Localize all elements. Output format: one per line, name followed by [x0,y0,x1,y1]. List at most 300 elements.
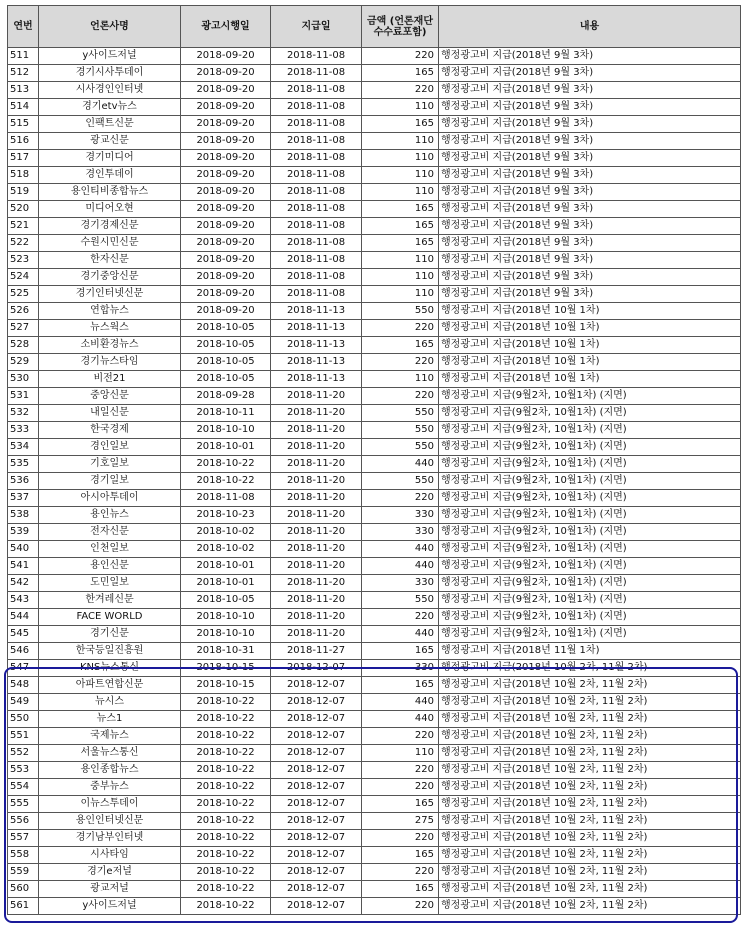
cell-amount: 220 [362,898,439,915]
cell-pay-date: 2018-11-08 [271,82,362,99]
cell-pay-date: 2018-11-20 [271,422,362,439]
cell-media-name: 한자신문 [39,252,181,269]
cell-amount: 330 [362,507,439,524]
cell-media-name: 경기일보 [39,473,181,490]
cell-media-name: 경인투데이 [39,167,181,184]
table-row [8,660,741,677]
cell-amount: 110 [362,150,439,167]
table-row [8,405,741,422]
table-row [8,116,741,133]
table-row [8,99,741,116]
cell-no: 556 [8,813,39,830]
cell-ad-date: 2018-10-22 [181,694,271,711]
cell-pay-date: 2018-11-20 [271,609,362,626]
table-row [8,48,741,65]
cell-ad-date: 2018-10-22 [181,847,271,864]
cell-description: 행정광고비 지급(2018년 10월 2차, 11월 2차) [439,745,741,762]
table-row [8,65,741,82]
cell-no: 530 [8,371,39,388]
cell-ad-date: 2018-09-20 [181,201,271,218]
cell-description: 행정광고비 지급(2018년 10월 1차) [439,371,741,388]
cell-pay-date: 2018-11-20 [271,473,362,490]
cell-description: 행정광고비 지급(2018년 10월 2차, 11월 2차) [439,864,741,881]
cell-media-name: FACE WORLD [39,609,181,626]
cell-no: 538 [8,507,39,524]
cell-pay-date: 2018-11-08 [271,48,362,65]
cell-ad-date: 2018-09-20 [181,133,271,150]
cell-amount: 330 [362,524,439,541]
cell-no: 559 [8,864,39,881]
cell-no: 511 [8,48,39,65]
cell-amount: 165 [362,796,439,813]
table-row [8,371,741,388]
cell-no: 527 [8,320,39,337]
table-row [8,524,741,541]
table-row [8,133,741,150]
cell-description: 행정광고비 지급(9월2차, 10월1차) (지면) [439,473,741,490]
cell-no: 545 [8,626,39,643]
cell-media-name: 서울뉴스통신 [39,745,181,762]
cell-amount: 165 [362,218,439,235]
cell-pay-date: 2018-11-13 [271,371,362,388]
cell-media-name: 기호일보 [39,456,181,473]
cell-pay-date: 2018-11-08 [271,269,362,286]
cell-description: 행정광고비 지급(2018년 10월 2차, 11월 2차) [439,711,741,728]
cell-amount: 220 [362,609,439,626]
cell-no: 555 [8,796,39,813]
cell-pay-date: 2018-11-08 [271,286,362,303]
cell-description: 행정광고비 지급(9월2차, 10월1차) (지면) [439,456,741,473]
cell-pay-date: 2018-11-13 [271,320,362,337]
header-amount: 금액 (언론재단 수수료포함) [362,6,439,48]
cell-no: 535 [8,456,39,473]
cell-amount: 165 [362,201,439,218]
cell-media-name: 뉴스웍스 [39,320,181,337]
cell-pay-date: 2018-11-20 [271,439,362,456]
cell-amount: 220 [362,48,439,65]
cell-media-name: 시사경인인터넷 [39,82,181,99]
cell-media-name: 한겨레신문 [39,592,181,609]
cell-amount: 165 [362,643,439,660]
cell-pay-date: 2018-11-08 [271,252,362,269]
cell-pay-date: 2018-12-07 [271,881,362,898]
cell-ad-date: 2018-11-08 [181,490,271,507]
cell-ad-date: 2018-10-31 [181,643,271,660]
cell-amount: 110 [362,133,439,150]
cell-ad-date: 2018-10-10 [181,422,271,439]
cell-no: 532 [8,405,39,422]
cell-description: 행정광고비 지급(2018년 9월 3차) [439,235,741,252]
cell-pay-date: 2018-12-07 [271,813,362,830]
cell-ad-date: 2018-10-05 [181,320,271,337]
cell-pay-date: 2018-11-20 [271,507,362,524]
cell-description: 행정광고비 지급(2018년 9월 3차) [439,99,741,116]
table-row [8,558,741,575]
cell-media-name: 미디어오현 [39,201,181,218]
cell-ad-date: 2018-10-22 [181,796,271,813]
cell-no: 546 [8,643,39,660]
cell-media-name: 경기etv뉴스 [39,99,181,116]
cell-pay-date: 2018-11-08 [271,133,362,150]
cell-ad-date: 2018-10-22 [181,813,271,830]
cell-pay-date: 2018-11-20 [271,405,362,422]
cell-no: 536 [8,473,39,490]
cell-amount: 220 [362,779,439,796]
cell-description: 행정광고비 지급(2018년 10월 1차) [439,320,741,337]
cell-no: 561 [8,898,39,915]
cell-no: 558 [8,847,39,864]
cell-description: 행정광고비 지급(2018년 10월 2차, 11월 2차) [439,796,741,813]
cell-amount: 440 [362,694,439,711]
cell-description: 행정광고비 지급(2018년 10월 2차, 11월 2차) [439,830,741,847]
cell-media-name: 전자신문 [39,524,181,541]
cell-pay-date: 2018-12-07 [271,677,362,694]
cell-pay-date: 2018-12-07 [271,762,362,779]
cell-pay-date: 2018-11-20 [271,456,362,473]
cell-amount: 165 [362,677,439,694]
cell-ad-date: 2018-09-20 [181,82,271,99]
cell-description: 행정광고비 지급(9월2차, 10월1차) (지면) [439,626,741,643]
cell-ad-date: 2018-10-05 [181,592,271,609]
cell-no: 547 [8,660,39,677]
table-row [8,592,741,609]
cell-media-name: y사이드저널 [39,898,181,915]
cell-pay-date: 2018-11-20 [271,558,362,575]
cell-media-name: 용인뉴스 [39,507,181,524]
cell-amount: 550 [362,592,439,609]
cell-description: 행정광고비 지급(2018년 10월 2차, 11월 2차) [439,728,741,745]
cell-pay-date: 2018-11-08 [271,184,362,201]
header-row [8,6,741,48]
cell-amount: 440 [362,541,439,558]
cell-description: 행정광고비 지급(2018년 9월 3차) [439,269,741,286]
table-row [8,694,741,711]
cell-media-name: 중앙신문 [39,388,181,405]
cell-media-name: 경기경제신문 [39,218,181,235]
cell-ad-date: 2018-09-20 [181,116,271,133]
cell-no: 554 [8,779,39,796]
cell-amount: 220 [362,490,439,507]
cell-media-name: 뉴시스 [39,694,181,711]
cell-description: 행정광고비 지급(2018년 10월 1차) [439,337,741,354]
cell-pay-date: 2018-11-08 [271,201,362,218]
cell-ad-date: 2018-10-22 [181,745,271,762]
cell-ad-date: 2018-10-22 [181,473,271,490]
cell-ad-date: 2018-10-22 [181,711,271,728]
cell-pay-date: 2018-12-07 [271,847,362,864]
cell-amount: 110 [362,286,439,303]
cell-amount: 220 [362,864,439,881]
cell-no: 528 [8,337,39,354]
cell-media-name: 국제뉴스 [39,728,181,745]
cell-description: 행정광고비 지급(2018년 9월 3차) [439,286,741,303]
table-row [8,745,741,762]
cell-pay-date: 2018-11-08 [271,65,362,82]
cell-ad-date: 2018-10-10 [181,626,271,643]
cell-no: 525 [8,286,39,303]
cell-ad-date: 2018-10-15 [181,660,271,677]
cell-ad-date: 2018-10-22 [181,881,271,898]
cell-media-name: 내일신문 [39,405,181,422]
cell-description: 행정광고비 지급(9월2차, 10월1차) (지면) [439,575,741,592]
cell-media-name: 도민일보 [39,575,181,592]
cell-amount: 550 [362,439,439,456]
cell-amount: 165 [362,337,439,354]
table-row [8,184,741,201]
cell-description: 행정광고비 지급(2018년 9월 3차) [439,133,741,150]
cell-pay-date: 2018-12-07 [271,864,362,881]
cell-ad-date: 2018-10-22 [181,830,271,847]
cell-pay-date: 2018-11-08 [271,218,362,235]
cell-description: 행정광고비 지급(2018년 9월 3차) [439,65,741,82]
cell-media-name: 이뉴스투데이 [39,796,181,813]
cell-amount: 550 [362,422,439,439]
cell-media-name: 아시아투데이 [39,490,181,507]
cell-no: 534 [8,439,39,456]
cell-description: 행정광고비 지급(9월2차, 10월1차) (지면) [439,609,741,626]
cell-description: 행정광고비 지급(2018년 11월 1차) [439,643,741,660]
table-row [8,881,741,898]
cell-amount: 330 [362,660,439,677]
cell-pay-date: 2018-11-08 [271,235,362,252]
cell-amount: 220 [362,320,439,337]
cell-ad-date: 2018-10-05 [181,354,271,371]
cell-amount: 220 [362,354,439,371]
header-pay-date: 지급일 [271,6,362,48]
cell-pay-date: 2018-11-20 [271,388,362,405]
cell-media-name: 경기e저널 [39,864,181,881]
cell-description: 행정광고비 지급(2018년 10월 1차) [439,354,741,371]
cell-pay-date: 2018-11-20 [271,541,362,558]
cell-ad-date: 2018-09-28 [181,388,271,405]
cell-pay-date: 2018-11-08 [271,99,362,116]
cell-media-name: 광교신문 [39,133,181,150]
table-row [8,813,741,830]
cell-pay-date: 2018-11-08 [271,167,362,184]
cell-no: 540 [8,541,39,558]
cell-ad-date: 2018-10-22 [181,898,271,915]
cell-media-name: 용인신문 [39,558,181,575]
cell-pay-date: 2018-11-20 [271,524,362,541]
table-row [8,320,741,337]
cell-no: 560 [8,881,39,898]
cell-no: 514 [8,99,39,116]
cell-no: 557 [8,830,39,847]
cell-media-name: 광교저널 [39,881,181,898]
cell-pay-date: 2018-11-20 [271,490,362,507]
cell-ad-date: 2018-09-20 [181,99,271,116]
cell-no: 539 [8,524,39,541]
cell-ad-date: 2018-10-22 [181,762,271,779]
cell-amount: 165 [362,235,439,252]
cell-pay-date: 2018-12-07 [271,898,362,915]
cell-amount: 165 [362,881,439,898]
header-ad-date: 광고시행일 [181,6,271,48]
table-row [8,847,741,864]
table-row [8,762,741,779]
header-description: 내용 [439,6,741,48]
cell-amount: 165 [362,65,439,82]
table-row [8,864,741,881]
cell-no: 542 [8,575,39,592]
cell-media-name: 소비환경뉴스 [39,337,181,354]
cell-pay-date: 2018-11-13 [271,337,362,354]
table-row [8,456,741,473]
cell-description: 행정광고비 지급(2018년 9월 3차) [439,167,741,184]
cell-pay-date: 2018-11-13 [271,303,362,320]
table-row [8,150,741,167]
cell-amount: 550 [362,405,439,422]
cell-description: 행정광고비 지급(2018년 9월 3차) [439,116,741,133]
cell-ad-date: 2018-09-20 [181,48,271,65]
cell-description: 행정광고비 지급(2018년 10월 1차) [439,303,741,320]
cell-media-name: 한국경제 [39,422,181,439]
cell-ad-date: 2018-10-22 [181,728,271,745]
cell-description: 행정광고비 지급(2018년 10월 2차, 11월 2차) [439,881,741,898]
cell-no: 516 [8,133,39,150]
cell-media-name: 비전21 [39,371,181,388]
cell-description: 행정광고비 지급(2018년 10월 2차, 11월 2차) [439,847,741,864]
cell-description: 행정광고비 지급(9월2차, 10월1차) (지면) [439,490,741,507]
cell-no: 515 [8,116,39,133]
cell-amount: 110 [362,252,439,269]
cell-amount: 220 [362,762,439,779]
cell-media-name: 경기남부인터넷 [39,830,181,847]
cell-ad-date: 2018-10-01 [181,558,271,575]
cell-amount: 440 [362,456,439,473]
cell-no: 520 [8,201,39,218]
cell-media-name: 경기중앙신문 [39,269,181,286]
cell-ad-date: 2018-09-20 [181,235,271,252]
cell-no: 529 [8,354,39,371]
cell-ad-date: 2018-10-01 [181,439,271,456]
cell-no: 551 [8,728,39,745]
cell-description: 행정광고비 지급(2018년 10월 2차, 11월 2차) [439,813,741,830]
cell-amount: 440 [362,558,439,575]
cell-no: 519 [8,184,39,201]
cell-no: 518 [8,167,39,184]
cell-media-name: 한국등일진흥원 [39,643,181,660]
cell-pay-date: 2018-11-08 [271,116,362,133]
cell-no: 548 [8,677,39,694]
cell-pay-date: 2018-11-20 [271,575,362,592]
cell-media-name: 경기인터넷신문 [39,286,181,303]
cell-amount: 110 [362,745,439,762]
cell-media-name: 경인일보 [39,439,181,456]
cell-ad-date: 2018-09-20 [181,65,271,82]
cell-pay-date: 2018-12-07 [271,830,362,847]
cell-description: 행정광고비 지급(2018년 9월 3차) [439,48,741,65]
table-row [8,575,741,592]
cell-description: 행정광고비 지급(2018년 9월 3차) [439,150,741,167]
cell-no: 533 [8,422,39,439]
cell-ad-date: 2018-09-20 [181,184,271,201]
header-no: 연번 [8,6,39,48]
cell-ad-date: 2018-09-20 [181,269,271,286]
table-row [8,354,741,371]
cell-media-name: 경기신문 [39,626,181,643]
table-row [8,252,741,269]
cell-amount: 275 [362,813,439,830]
cell-description: 행정광고비 지급(9월2차, 10월1차) (지면) [439,558,741,575]
table-row [8,728,741,745]
table-row [8,201,741,218]
table-row [8,609,741,626]
cell-media-name: 시사타임 [39,847,181,864]
cell-amount: 440 [362,711,439,728]
cell-media-name: 아파트연합신문 [39,677,181,694]
cell-description: 행정광고비 지급(9월2차, 10월1차) (지면) [439,422,741,439]
cell-ad-date: 2018-10-10 [181,609,271,626]
cell-media-name: 인천일보 [39,541,181,558]
cell-pay-date: 2018-12-07 [271,711,362,728]
cell-media-name: 용인종합뉴스 [39,762,181,779]
cell-amount: 220 [362,728,439,745]
cell-amount: 165 [362,116,439,133]
table-row [8,796,741,813]
cell-amount: 165 [362,847,439,864]
cell-amount: 110 [362,99,439,116]
cell-ad-date: 2018-10-11 [181,405,271,422]
cell-description: 행정광고비 지급(9월2차, 10월1차) (지면) [439,507,741,524]
table-row [8,473,741,490]
cell-description: 행정광고비 지급(9월2차, 10월1차) (지면) [439,524,741,541]
cell-pay-date: 2018-12-07 [271,660,362,677]
cell-description: 행정광고비 지급(2018년 9월 3차) [439,252,741,269]
cell-ad-date: 2018-09-20 [181,303,271,320]
cell-description: 행정광고비 지급(2018년 10월 2차, 11월 2차) [439,677,741,694]
cell-no: 550 [8,711,39,728]
table-row [8,541,741,558]
cell-no: 549 [8,694,39,711]
cell-no: 552 [8,745,39,762]
cell-ad-date: 2018-10-22 [181,864,271,881]
cell-description: 행정광고비 지급(2018년 10월 2차, 11월 2차) [439,779,741,796]
cell-description: 행정광고비 지급(2018년 9월 3차) [439,184,741,201]
cell-no: 543 [8,592,39,609]
cell-ad-date: 2018-10-02 [181,524,271,541]
cell-description: 행정광고비 지급(2018년 9월 3차) [439,201,741,218]
cell-pay-date: 2018-11-08 [271,150,362,167]
cell-description: 행정광고비 지급(9월2차, 10월1차) (지면) [439,541,741,558]
table-row [8,286,741,303]
cell-pay-date: 2018-11-20 [271,626,362,643]
table-row [8,490,741,507]
table-row [8,218,741,235]
cell-no: 524 [8,269,39,286]
cell-amount: 220 [362,82,439,99]
cell-pay-date: 2018-12-07 [271,728,362,745]
cell-no: 512 [8,65,39,82]
cell-no: 517 [8,150,39,167]
cell-description: 행정광고비 지급(2018년 10월 2차, 11월 2차) [439,898,741,915]
cell-media-name: 뉴스1 [39,711,181,728]
cell-no: 513 [8,82,39,99]
cell-amount: 110 [362,184,439,201]
cell-ad-date: 2018-09-20 [181,286,271,303]
cell-no: 541 [8,558,39,575]
cell-amount: 110 [362,371,439,388]
cell-pay-date: 2018-12-07 [271,694,362,711]
table-row [8,269,741,286]
table-row [8,507,741,524]
cell-amount: 220 [362,830,439,847]
cell-pay-date: 2018-11-27 [271,643,362,660]
cell-amount: 550 [362,303,439,320]
table-row [8,626,741,643]
cell-pay-date: 2018-12-07 [271,745,362,762]
table-row [8,830,741,847]
